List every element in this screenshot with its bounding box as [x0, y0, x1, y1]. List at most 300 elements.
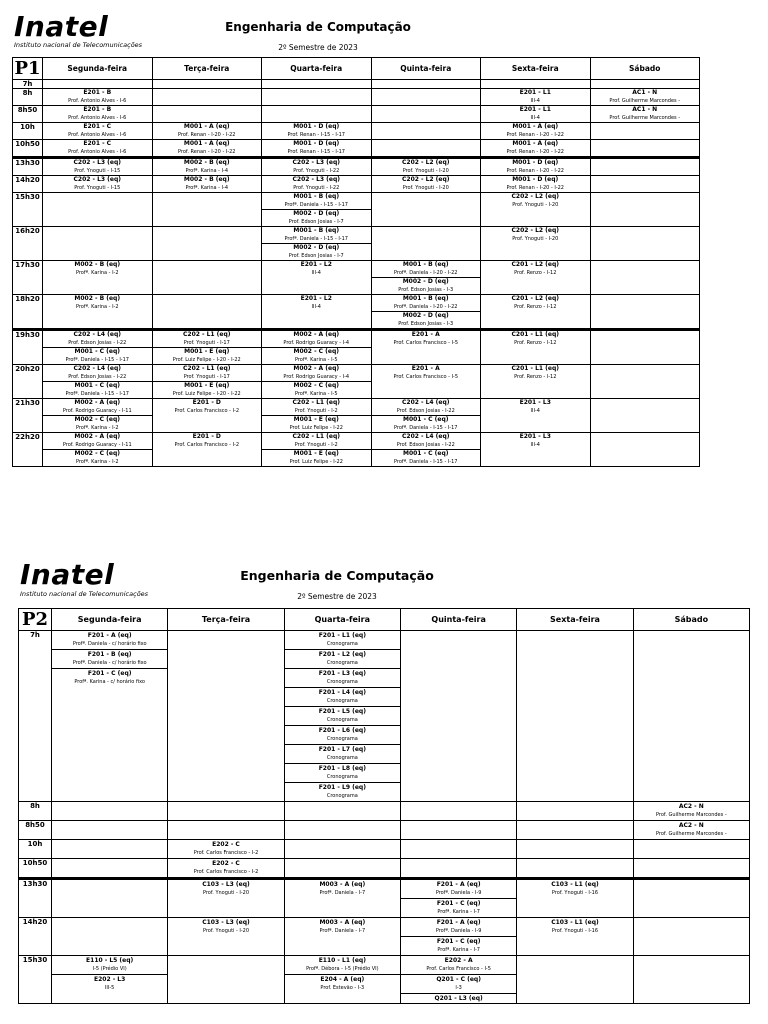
schedule-cell	[262, 158, 372, 176]
schedule-cell	[590, 227, 700, 261]
class-code: E201 - L3	[519, 433, 551, 440]
class-entry	[262, 140, 371, 156]
class-code: F201 - L7 (eq)	[318, 746, 366, 753]
day-header: Segunda-feira	[43, 58, 153, 80]
class-entry	[43, 399, 152, 416]
class-code: E201 - C	[83, 123, 112, 130]
class-entry	[52, 631, 167, 650]
logo-subtitle: Instituto nacional de Telecomunicações	[20, 590, 149, 598]
class-details: Profª. Karina - c/ horário fixo	[74, 679, 145, 685]
class-code: AC1 - N	[632, 106, 658, 113]
time-label: 16h20	[13, 227, 43, 261]
class-code: M002 - A (eq)	[74, 433, 121, 440]
class-code: C103 - L3 (eq)	[202, 881, 250, 888]
class-details: Profª. Daniela - I-7	[319, 928, 366, 934]
class-code: M001 - B (eq)	[402, 295, 449, 302]
class-code: C202 - L1 (eq)	[292, 399, 341, 406]
class-code: M002 - A (eq)	[293, 331, 340, 338]
class-entry	[372, 450, 481, 466]
class-details: Profª. Daniela - I-20 - I-22	[394, 304, 458, 310]
class-code: E201 - L1	[519, 89, 551, 96]
class-entry	[262, 193, 371, 210]
schedule-table	[12, 57, 700, 467]
class-entry	[52, 956, 167, 975]
class-entry	[262, 399, 371, 416]
schedule-cell	[262, 123, 372, 140]
class-details: Prof. Renzo - I-12	[514, 340, 557, 346]
schedule-cell	[590, 261, 700, 295]
class-code: F201 - L6 (eq)	[318, 727, 366, 734]
class-entry	[153, 348, 262, 364]
class-entry	[401, 918, 516, 937]
schedule-cell	[168, 859, 284, 879]
time-slot-row	[13, 123, 700, 140]
time-label: 13h30	[19, 879, 52, 918]
class-entry	[401, 956, 516, 975]
class-entry	[262, 210, 371, 226]
schedule-cell	[52, 859, 168, 879]
time-slot-row	[13, 106, 700, 123]
class-entry	[168, 840, 283, 858]
class-details: Prof. Ynoguti - I-16	[551, 890, 599, 896]
class-details: I-5 (Prédio VI)	[92, 966, 127, 972]
class-entry	[262, 123, 371, 139]
class-details: Profª. Karina - I-2	[75, 304, 119, 310]
class-details: Prof. Ynoguti - I-15	[74, 185, 121, 191]
schedule-cell	[481, 399, 591, 433]
class-entry	[591, 106, 700, 122]
time-slot-row	[13, 227, 700, 261]
class-details: Profª. Daniela - I-15 - I-17	[65, 391, 129, 397]
time-label: 7h	[19, 631, 52, 802]
class-code: M001 - C (eq)	[74, 348, 120, 355]
class-details: Prof. Rodrigo Guaracy - I-11	[62, 442, 132, 448]
class-code: M001 - A (eq)	[183, 140, 230, 147]
class-code: M002 - D (eq)	[402, 312, 449, 319]
class-code: C202 - L2 (eq)	[511, 227, 560, 234]
class-entry	[43, 348, 152, 364]
time-label: 14h20	[19, 918, 52, 956]
class-entry	[43, 450, 152, 466]
class-details: Profª. Débora - I-5 (Prédio VI)	[306, 966, 379, 972]
class-code: M001 - A (eq)	[512, 140, 559, 147]
class-details: Prof. Antonio Alves - I-6	[68, 149, 127, 155]
schedule-cell	[262, 80, 372, 89]
class-details: Prof. Ynoguti - I-20	[512, 236, 559, 242]
class-code: F201 - C (eq)	[436, 900, 481, 907]
day-header: Sábado	[590, 58, 700, 80]
schedule-cell	[590, 399, 700, 433]
time-label: 13h30	[13, 158, 43, 176]
logo-subtitle: Instituto nacional de Telecomunicações	[14, 41, 143, 49]
class-code: M002 - A (eq)	[74, 399, 121, 406]
schedule-cell	[262, 365, 372, 399]
class-details: Prof. Carlos Francisco - I-5	[393, 340, 459, 346]
class-details: Prof. Edson Josias - I-22	[396, 442, 455, 448]
class-code: E201 - D	[192, 399, 221, 406]
class-code: F201 - L9 (eq)	[318, 784, 366, 791]
class-details: III-4	[530, 408, 540, 414]
class-code: M002 - D (eq)	[293, 210, 340, 217]
class-code: E110 - L5 (eq)	[86, 957, 134, 964]
schedule-cell	[152, 261, 262, 295]
schedule-cell	[284, 840, 400, 859]
class-entry	[153, 176, 262, 192]
class-code: M003 - A (eq)	[319, 919, 366, 926]
class-entry	[372, 331, 481, 347]
time-slot-row	[13, 140, 700, 158]
schedule-cell	[43, 123, 153, 140]
class-entry	[52, 650, 167, 669]
class-details: Profª. Daniela - I-9	[435, 928, 482, 934]
class-entry	[481, 123, 590, 139]
schedule-cell	[517, 802, 633, 821]
schedule-cell	[590, 176, 700, 193]
class-code: C202 - L4 (eq)	[73, 365, 122, 372]
time-slot-row	[19, 956, 750, 1004]
schedule-cell	[284, 956, 400, 1004]
class-code: C103 - L1 (eq)	[551, 881, 599, 888]
class-entry	[262, 416, 371, 432]
time-slot-row	[13, 330, 700, 365]
schedule-cell	[52, 879, 168, 918]
class-code: E201 - A	[411, 365, 440, 372]
class-details: Prof. Ynoguti - I-20	[402, 185, 449, 191]
class-details: Cronograma	[326, 698, 358, 704]
schedule-body	[19, 631, 750, 1004]
schedule-cell	[52, 802, 168, 821]
schedule-cell	[481, 158, 591, 176]
class-details: Prof. Renan - I-20 - I-22	[506, 149, 564, 155]
schedule-cell	[43, 261, 153, 295]
class-details: Prof. Guilherme Marcondes -	[656, 812, 727, 818]
class-details: Profª. Daniela - I-15 - I-17	[284, 202, 348, 208]
schedule-cell	[400, 879, 516, 918]
class-code: C201 - L1 (eq)	[511, 331, 560, 338]
schedule-cell	[262, 399, 372, 433]
schedule-cell	[371, 295, 481, 330]
day-header: Terça-feira	[168, 609, 284, 631]
time-slot-row	[13, 433, 700, 467]
class-entry	[372, 365, 481, 381]
class-details: Prof. Renzo - I-12	[514, 270, 557, 276]
class-code: F201 - A (eq)	[436, 919, 481, 926]
class-details: Profª. Karina - I-2	[75, 270, 119, 276]
schedule-cell	[371, 89, 481, 106]
schedule-cell	[481, 123, 591, 140]
schedule-cell	[590, 365, 700, 399]
class-entry	[262, 348, 371, 364]
class-details: Profª. Daniela - c/ horário fixo	[72, 660, 147, 666]
class-details: Profª. Daniela - I-15 - I-17	[394, 425, 458, 431]
schedule-cell	[400, 859, 516, 879]
schedule-cell	[43, 365, 153, 399]
class-code: M002 - C (eq)	[293, 348, 339, 355]
time-label: 8h50	[13, 106, 43, 123]
schedule-cell	[590, 140, 700, 158]
class-entry	[262, 295, 371, 311]
class-entry	[285, 745, 400, 764]
schedule-cell	[517, 879, 633, 918]
class-code: E201 - C	[83, 140, 112, 147]
class-entry	[285, 688, 400, 707]
schedule-cell	[168, 956, 284, 1004]
class-details: III-4	[311, 304, 321, 310]
schedule-cell	[262, 433, 372, 467]
class-entry	[43, 261, 152, 277]
class-code: M001 - C (eq)	[402, 416, 449, 423]
class-details: Prof. Antonio Alves - I-6	[68, 115, 127, 121]
class-entry	[481, 331, 590, 347]
schedule-cell	[633, 956, 749, 1004]
class-entry	[262, 244, 371, 260]
schedule-cell	[152, 80, 262, 89]
schedule-cell	[590, 158, 700, 176]
class-entry	[481, 193, 590, 209]
class-details: Prof. Carlos Francisco - I-2	[174, 408, 240, 414]
class-code: C202 - L3 (eq)	[292, 176, 341, 183]
class-entry	[372, 278, 481, 294]
class-entry	[52, 975, 167, 993]
schedule-cell	[371, 158, 481, 176]
schedule-cell	[590, 295, 700, 330]
class-code: M001 - E (eq)	[184, 348, 230, 355]
class-code: M002 - B (eq)	[74, 295, 121, 302]
class-entry	[372, 159, 481, 175]
schedule-cell	[43, 295, 153, 330]
schedule-cell	[371, 227, 481, 261]
class-details: Profª. Karina - I-5	[294, 391, 338, 397]
class-details: Profª. Karina - I-4	[185, 168, 229, 174]
class-details: Prof. Estevão - I-3	[320, 985, 365, 991]
class-details: Prof. Edson Josias - I-22	[68, 374, 127, 380]
inatel-logo: Inatel	[14, 10, 109, 43]
class-entry	[481, 295, 590, 311]
time-slot-row	[19, 879, 750, 918]
inatel-logo: Inatel	[20, 558, 115, 591]
schedule-cell	[400, 840, 516, 859]
class-entry	[401, 880, 516, 899]
class-details: Prof. Rodrigo Guaracy - I-4	[283, 374, 350, 380]
schedule-cell	[43, 80, 153, 89]
schedule-cell	[481, 261, 591, 295]
schedule-cell	[590, 193, 700, 227]
schedule-cell	[284, 879, 400, 918]
class-entry	[481, 365, 590, 381]
time-label: 17h30	[13, 261, 43, 295]
class-code: F201 - B (eq)	[87, 651, 132, 658]
class-code: C202 - L2 (eq)	[401, 159, 450, 166]
schedule-cell	[152, 158, 262, 176]
time-slot-row	[13, 261, 700, 295]
schedule-cell	[52, 821, 168, 840]
class-details: Prof. Antonio Alves - I-6	[68, 132, 127, 138]
class-entry	[285, 956, 400, 975]
class-entry	[262, 365, 371, 382]
schedule-cell	[262, 140, 372, 158]
class-code: M001 - D (eq)	[293, 123, 340, 130]
schedule-cell	[152, 89, 262, 106]
class-details: Prof. Carlos Francisco - I-5	[393, 374, 459, 380]
class-details: Prof. Luiz Felipe - I-22	[289, 459, 343, 465]
schedule-cell	[284, 918, 400, 956]
class-entry	[43, 295, 152, 311]
class-details: Prof. Renan - I-20 - I-22	[178, 132, 236, 138]
class-details: III-4	[530, 442, 540, 448]
class-entry	[481, 106, 590, 122]
schedule-cell	[168, 631, 284, 802]
day-header: Sexta-feira	[481, 58, 591, 80]
class-details: Prof. Carlos Francisco - I-2	[174, 442, 240, 448]
class-code: C202 - L1 (eq)	[182, 365, 231, 372]
class-code: E201 - B	[83, 89, 112, 96]
class-entry	[372, 176, 481, 192]
class-code: M001 - A (eq)	[183, 123, 230, 130]
schedule-cell	[481, 176, 591, 193]
time-slot-row	[19, 802, 750, 821]
class-entry	[401, 975, 516, 994]
time-slot-row	[19, 821, 750, 840]
class-entry	[401, 994, 516, 1003]
class-entry	[43, 365, 152, 382]
schedule-cell	[168, 879, 284, 918]
schedule-cell	[43, 176, 153, 193]
class-code: M001 - E (eq)	[293, 450, 339, 457]
schedule-cell	[262, 176, 372, 193]
class-entry	[43, 89, 152, 105]
class-details: Prof. Renan - I-15 - I-17	[287, 149, 345, 155]
class-entry	[168, 918, 283, 936]
schedule-cell	[633, 918, 749, 956]
class-entry	[285, 707, 400, 726]
schedule-cell	[400, 821, 516, 840]
class-details: Profª. Daniela - I-7	[319, 890, 366, 896]
class-details: Profª. Karina - I-2	[75, 459, 119, 465]
class-code: E204 - A (eq)	[320, 976, 365, 983]
class-details: Prof. Ynoguti - I-17	[183, 374, 230, 380]
class-code: M002 - B (eq)	[183, 159, 230, 166]
class-entry	[262, 261, 371, 277]
schedule-cell	[590, 123, 700, 140]
class-code: C202 - L1 (eq)	[292, 433, 341, 440]
class-code: M001 - E (eq)	[293, 416, 339, 423]
schedule-cell	[517, 840, 633, 859]
class-details: Profª. Daniela - I-15 - I-17	[284, 236, 348, 242]
class-details: Prof. Edson Josias - I-7	[288, 219, 344, 225]
class-code: C202 - L2 (eq)	[401, 176, 450, 183]
class-entry	[285, 631, 400, 650]
class-details: Prof. Antonio Alves - I-6	[68, 98, 127, 104]
class-details: Prof. Renzo - I-12	[514, 304, 557, 310]
class-entry	[168, 859, 283, 877]
day-header: Segunda-feira	[52, 609, 168, 631]
schedule-cell	[168, 840, 284, 859]
period-label: P1	[14, 58, 41, 79]
page-title: Engenharia de Computação	[240, 568, 434, 583]
schedule-cell	[481, 227, 591, 261]
schedule-cell	[43, 227, 153, 261]
time-label: 22h20	[13, 433, 43, 467]
class-code: M001 - C (eq)	[402, 450, 449, 457]
time-label: 7h	[13, 80, 43, 89]
class-code: F201 - L2 (eq)	[318, 651, 366, 658]
class-details: Cronograma	[326, 717, 358, 723]
class-code: E201 - B	[83, 106, 112, 113]
class-entry	[153, 140, 262, 156]
class-entry	[372, 433, 481, 450]
schedule-cell	[43, 433, 153, 467]
class-code: M002 - B (eq)	[74, 261, 121, 268]
day-header: Quinta-feira	[371, 58, 481, 80]
time-slot-row	[13, 89, 700, 106]
class-entry	[481, 176, 590, 192]
class-details: Prof. Ynoguti - I-20	[512, 202, 559, 208]
schedule-cell	[590, 106, 700, 123]
class-entry	[285, 650, 400, 669]
time-label: 20h20	[13, 365, 43, 399]
class-entry	[43, 331, 152, 348]
class-entry	[481, 159, 590, 175]
schedule-cell	[152, 295, 262, 330]
class-details: Cronograma	[326, 660, 358, 666]
time-slot-row	[19, 918, 750, 956]
class-details: Profª. Karina - I-5	[294, 357, 338, 363]
class-entry	[285, 726, 400, 745]
class-details: Prof. Ynoguti - I-22	[293, 185, 340, 191]
class-details: Prof. Renan - I-20 - I-22	[178, 149, 236, 155]
class-entry	[517, 880, 632, 898]
class-details: Prof. Ynoguti - I-2	[294, 408, 338, 414]
class-details: Prof. Carlos Francisco - I-2	[193, 850, 259, 856]
class-entry	[43, 433, 152, 450]
class-code: AC2 - N	[678, 803, 704, 810]
class-code: M001 - B (eq)	[293, 227, 340, 234]
class-code: Q201 - L3 (eq)	[434, 995, 483, 1002]
class-entry	[43, 106, 152, 122]
class-details: Prof. Guilherme Marcondes -	[656, 831, 727, 837]
class-details: Prof. Rodrigo Guaracy - I-4	[283, 340, 350, 346]
schedule-cell	[168, 918, 284, 956]
time-label: 8h	[19, 802, 52, 821]
schedule-cell	[517, 956, 633, 1004]
class-details: Cronograma	[326, 755, 358, 761]
class-code: M003 - A (eq)	[319, 881, 366, 888]
class-entry	[401, 899, 516, 917]
schedule-cell	[517, 821, 633, 840]
class-code: E202 - C	[212, 860, 240, 867]
class-details: III-5	[104, 985, 115, 991]
class-details: Prof. Edson Josias - I-22	[68, 340, 127, 346]
time-slot-row	[13, 158, 700, 176]
schedule-cell	[262, 106, 372, 123]
class-code: C202 - L3 (eq)	[73, 159, 122, 166]
schedule-cell	[371, 106, 481, 123]
schedule-table	[18, 608, 750, 1004]
class-code: F201 - L8 (eq)	[318, 765, 366, 772]
class-code: C202 - L4 (eq)	[401, 433, 450, 440]
schedule-cell	[481, 330, 591, 365]
class-entry	[372, 295, 481, 312]
class-code: C202 - L3 (eq)	[73, 176, 122, 183]
class-details: III-4	[311, 270, 321, 276]
class-details: Prof. Rodrigo Guaracy - I-11	[62, 408, 132, 414]
class-code: M001 - B (eq)	[293, 193, 340, 200]
class-code: M002 - B (eq)	[183, 176, 230, 183]
class-details: III-4	[530, 98, 540, 104]
class-entry	[517, 918, 632, 936]
day-header: Terça-feira	[152, 58, 262, 80]
schedule-cell	[262, 295, 372, 330]
